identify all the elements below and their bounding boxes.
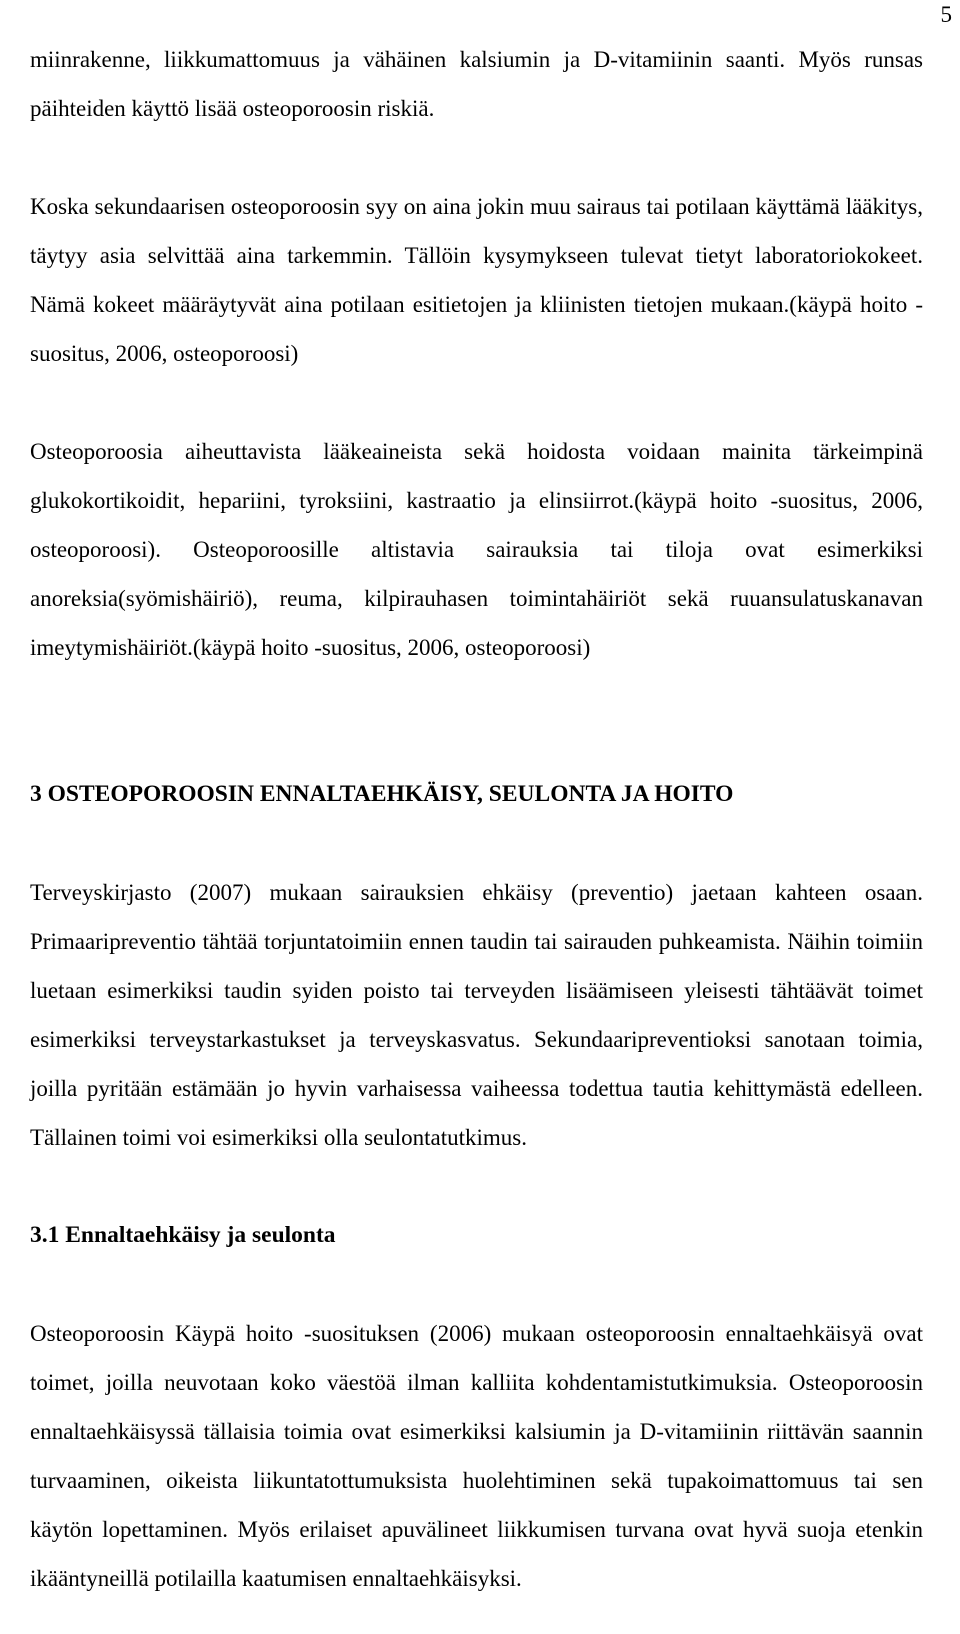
paragraph-secondary-osteoporosis: Koska sekundaarisen osteoporoosin syy on aina jokin muu sairaus tai potilaan käyttämä lääkitys, täytyy asia selvittää aina tarkemmin. Tällöin kysymykseen tulevat tietyt laboratoriokokeet. Nämä kokeet määräytyvät aina potilaan esitietojen ja kliinisten tietojen mukaan.(käypä hoito -suositus, 2006, osteoporoosi) [30, 194, 923, 366]
paragraph-medications: Osteoporoosia aiheuttavista lääkeaineista sekä hoidosta voidaan mainita tärkeimpinä glukokortikoidit, hepariini, tyroksiini, kastraatio ja elinsiirrot.(käypä hoito -suositus, 2006, osteoporoosi). Osteoporoosille altistavia sairauksia tai tiloja ovat esimerkiksi anoreksia(syömishäiriö), reuma, kilpirauhasen toimintahäiriöt sekä ruuansulatuskanavan imeytymishäiriöt.(käypä hoito -suositus, 2006, osteoporoosi) [30, 439, 923, 660]
page-number: 5 [940, 2, 952, 27]
paragraph-prevention: Terveyskirjasto (2007) mukaan sairauksien ehkäisy (preventio) jaetaan kahteen osaan. Primaaripreventio tähtää torjuntatoimiin ennen taudin tai sairauden puhkeamista. Näihin toimiin luetaan esimerkiksi taudin syiden poisto tai terveyden lisäämiseen yleisesti tähtäävät toimet esimerkiksi terveystarkastukset ja terveyskasvatus. Sekundaaripreventioksi sanotaan toimia, joilla pyritään estämään jo hyvin varhaisessa vaiheessa todettua tautia kehittymästä edelleen. Tällainen toimi voi esimerkiksi olla seulontatutkimus. [30, 880, 923, 1150]
section-3-heading: 3 OSTEOPOROOSIN ENNALTAEHKÄISY, SEULONTA JA HOITO [30, 781, 734, 807]
paragraph-prevention-screening: Osteoporoosin Käypä hoito -suosituksen (2006) mukaan osteoporoosin ennaltaehkäisyä ovat toimet, joilla neuvotaan koko väestöä ilman kalliita kohdentamistutkimuksia. Osteoporoosin ennaltaehkäisyssä tällaisia toimia ovat esimerkiksi kalsiumin ja D-vitamiinin riittävän saannin turvaaminen, oikeista liikuntatottumuksista huolehtiminen sekä tupakoimattomuus tai sen käytön lopettaminen. Myös erilaiset apuvälineet liikkumisen turvana ovat hyvä suoja etenkin ikääntyneillä potilailla kaatumisen ennaltaehkäisyksi. [30, 1321, 923, 1591]
document-body [30, 35, 923, 1603]
paragraph-risk-factors: miinrakenne, liikkumattomuus ja vähäinen kalsiumin ja D-vitamiinin saanti. Myös runsas päihteiden käyttö lisää osteoporoosin riskiä. [30, 47, 923, 121]
section-3-1-heading: 3.1 Ennaltaehkäisy ja seulonta [30, 1222, 336, 1248]
